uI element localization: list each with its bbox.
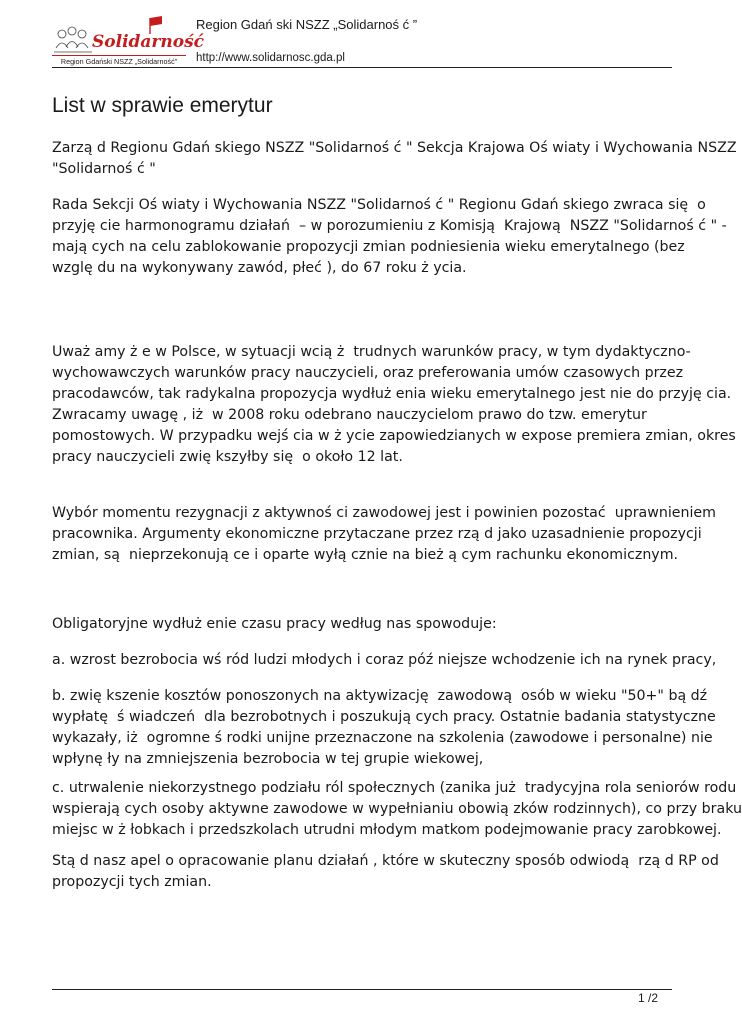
list-item-a: a. wzrost bezrobocia wś ród ludzi młodych i coraz póź niejsze wchodzenie ich na rynek pracy, [52,652,717,668]
header-title: Region Gdań ski NSZZ „Solidarnoś ć ” [196,17,418,32]
paragraph-conditions: Uważ amy ż e w Polsce, w sytuacji wcią ż trudnych warunków pracy, w tym dydaktyczno- wychowawczych warunków pracy nauczycieli, oraz preferowania umów czasowych przez pracodawców, tak radykalna propozycja wydłuż enia wieku emerytalnego jest nie do przyję cia. Zwracamy uwagę , iż w 2008 roku odebrano nauczycielom prawo do tzw. emerytur pomostowych. W przypadku wejś cia w ż ycie zapowiedzianych w expose premiera zmian, okres pracy nauczycieli zwię kszyłby się o około 12 lat. [52,344,736,465]
paragraph-addressee: Zarzą d Regionu Gdań skiego NSZZ "Solidarnoś ć " Sekcja Krajowa Oś wiaty i Wychowania NSZZ "Solidarnoś ć " [52,140,737,177]
logo-caption: Region Gdański NSZZ „Solidarność” [52,55,186,68]
logo-graphic [52,14,205,56]
header-divider [52,67,672,68]
list-item-b: b. zwię kszenie kosztów ponoszonych na aktywizację zawodową osób w wieku "50+" bą dź wypłatę ś wiadczeń dla bezrobotnych i poszukują cych pracy. Ostatnie badania statystyczne wykazały, iż ogromne ś rodki unijne przeznaczone na szkolenia (zawodowe i personalne) nie wpłynę ły na zmniejszenia bezrobocia w tej grupie wiekowej, [52,688,716,767]
paragraph-request: Rada Sekcji Oś wiaty i Wychowania NSZZ "Solidarnoś ć " Regionu Gdań skiego zwraca się o przyję cie harmonogramu działań – w porozumieniu z Komisją Krajową NSZZ "Solidarnoś ć " - mają cych na celu zablokowanie propozycji zmian podniesienia wieku emerytalnego (bez wzglę du na wykonywany zawód, płeć ), do 67 roku ż ycia. [52,197,727,276]
footer-divider [52,989,672,990]
header-url-link[interactable]: http://www.solidarnosc.gda.pl [196,52,345,64]
document-title: List w sprawie emerytur [52,94,273,117]
paragraph-appeal: Stą d nasz apel o opracowanie planu działań , które w skuteczny sposób odwiodą rzą d RP od propozycji tych zmian. [52,853,719,890]
solidarnosc-logo [52,14,205,68]
page-number: 1 /2 [637,991,658,1005]
list-item-c: c. utrwalenie niekorzystnego podziału ról społecznych (zanika już tradycyjna rola seniorów rodu wspierają cych osoby aktywne zawodowe w wypełnianiu obowią zków rodzinnych), co przy braku miejsc w ż łobkach i przedszkolach utrudni młodym matkom podejmowanie pracy zarobkowej. [52,780,742,838]
paragraph-retirement-choice: Wybór momentu rezygnacji z aktywnoś ci zawodowej jest i powinien pozostać uprawnieniem pracownika. Argumenty ekonomiczne przytaczane przez rzą d jako uzasadnienie propozycji zmian, są nieprzekonują ce i oparte wyłą cznie na bież ą cym rachunku ekonomicznym. [52,505,716,563]
logo-brand-text: Solidarność [92,32,205,52]
paragraph-consequences-intro: Obligatoryjne wydłuż enie czasu pracy według nas spowoduje: [52,616,497,632]
